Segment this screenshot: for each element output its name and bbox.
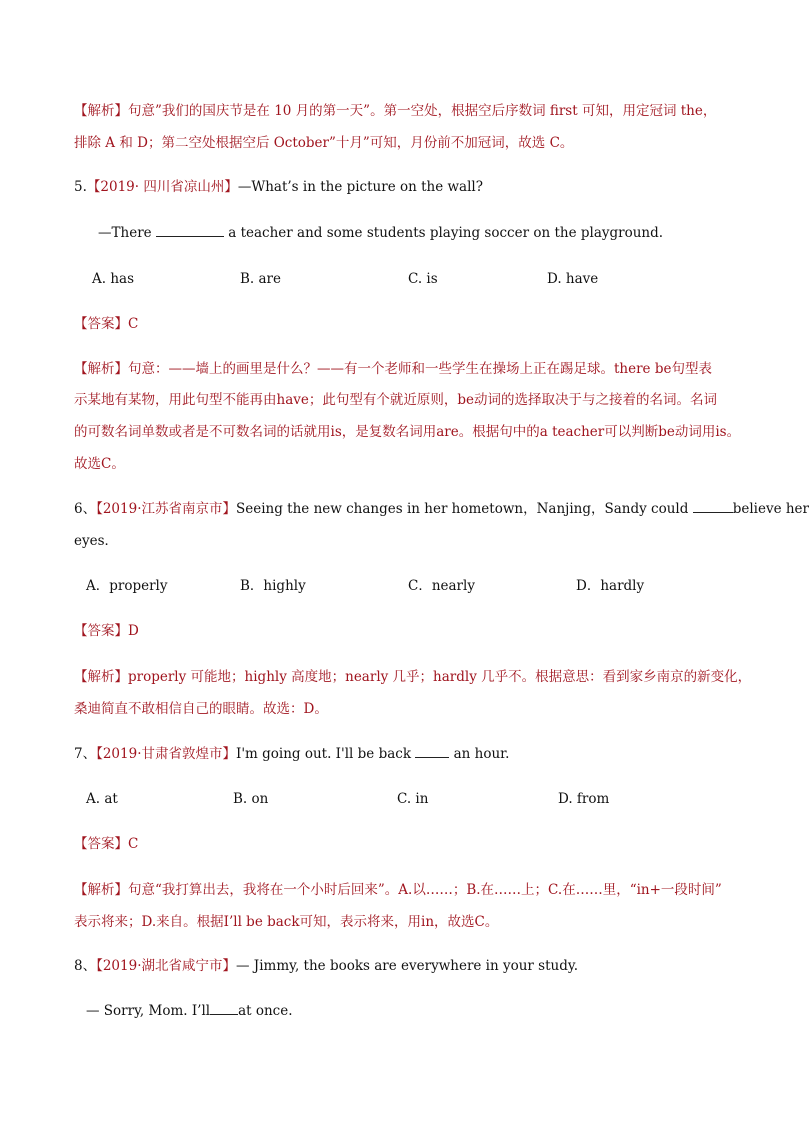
q6-option-c: C．nearly (408, 578, 475, 594)
q5-option-a: A. has (92, 271, 135, 287)
answer-blank (415, 745, 449, 758)
q7-stem: 7、【2019·甘肃省敦煌市】I'm going out. I'll be back an hour. (74, 746, 510, 762)
question-number: 5. (74, 179, 87, 195)
question-number: 7、 (74, 746, 97, 762)
q8-reply: — Sorry, Mom. I’ll at once. (86, 1003, 293, 1019)
q7-analysis-line-1: 【解析】句意“我打算出去，我将在一个小时后回来”。A.以……；B.在……上；C.在……里，“in+一段时间” (74, 882, 722, 898)
q7-answer: 【答案】C (74, 836, 139, 852)
question-source: 【2019·江苏省南京市】 (96, 501, 236, 517)
question-number: 6、 (74, 501, 97, 517)
q5-option-c: C. is (408, 271, 438, 287)
q7-option-c: C. in (397, 791, 429, 807)
q6-stem: 6、【2019·江苏省南京市】Seeing the new changes in her hometown，Nanjing，Sandy could believe her (74, 501, 809, 517)
answer-blank (210, 1002, 238, 1015)
q5-option-d: D. have (547, 271, 599, 287)
q7-option-a: A. at (86, 791, 118, 807)
q5-analysis-line-1: 【解析】句意：——墙上的画里是什么？——有一个老师和一些学生在操场上正在踢足球。there be句型表 (74, 361, 712, 377)
q7-option-b: B. on (233, 791, 269, 807)
q5-stem: 5.【2019· 四川省凉山州】—What’s in the picture on the wall? (74, 179, 483, 195)
q4-analysis-line-1: 【解析】句意”我们的国庆节是在 10 月的第一天”。第一空处，根据空后序数词 first 可知，用定冠词 the， (74, 103, 717, 119)
analysis-label: 【解析】 (74, 669, 128, 685)
answer-blank (156, 224, 224, 237)
question-number: 8、 (74, 958, 97, 974)
q6-option-d: D．hardly (576, 578, 645, 594)
q4-analysis-line-2: 排除 A 和 D；第二空处根据空后 October”十月”可知，月份前不加冠词，故选 C。 (74, 135, 574, 151)
q5-analysis-line-4: 故选C。 (74, 456, 125, 472)
q5-analysis-line-3: 的可数名词单数或者是不可数名词的话就用is，是复数名词用are。根据句中的a teacher可以判断be动词用is。 (74, 424, 741, 440)
question-source: 【2019· 四川省凉山州】 (86, 179, 238, 195)
analysis-label: 【解析】 (74, 882, 128, 898)
q5-option-b: B. are (240, 271, 281, 287)
q5-reply: —There a teacher and some students playing soccer on the playground. (98, 225, 664, 241)
q6-option-a: A．properly (86, 578, 168, 594)
q6-analysis-line-1: 【解析】properly 可能地；highly 高度地；nearly 几乎；hardly 几乎不。根据意思：看到家乡南京的新变化， (74, 669, 752, 685)
analysis-label: 【解析】 (74, 103, 128, 119)
analysis-label: 【解析】 (74, 361, 128, 377)
q6-analysis-line-2: 桑迪简直不敢相信自己的眼睛。故选：D。 (74, 701, 328, 717)
question-source: 【2019·甘肃省敦煌市】 (96, 746, 236, 762)
answer-blank (693, 500, 733, 513)
q6-answer: 【答案】D (74, 623, 139, 639)
q7-option-d: D. from (558, 791, 610, 807)
question-source: 【2019·湖北省咸宁市】 (96, 958, 236, 974)
q5-answer: 【答案】C (74, 316, 139, 332)
q6-option-b: B．highly (240, 578, 306, 594)
q5-analysis-line-2: 示某地有某物，用此句型不能再由have；此句型有个就近原则，be动词的选择取决于与之接着的名词。名词 (74, 392, 717, 408)
q7-analysis-line-2: 表示将来；D.来自。根据I’ll be back可知，表示将来，用in，故选C。 (74, 914, 499, 930)
q8-stem: 8、【2019·湖北省咸宁市】— Jimmy, the books are everywhere in your study. (74, 958, 578, 974)
q6-stem-line-2: eyes． (74, 533, 119, 549)
